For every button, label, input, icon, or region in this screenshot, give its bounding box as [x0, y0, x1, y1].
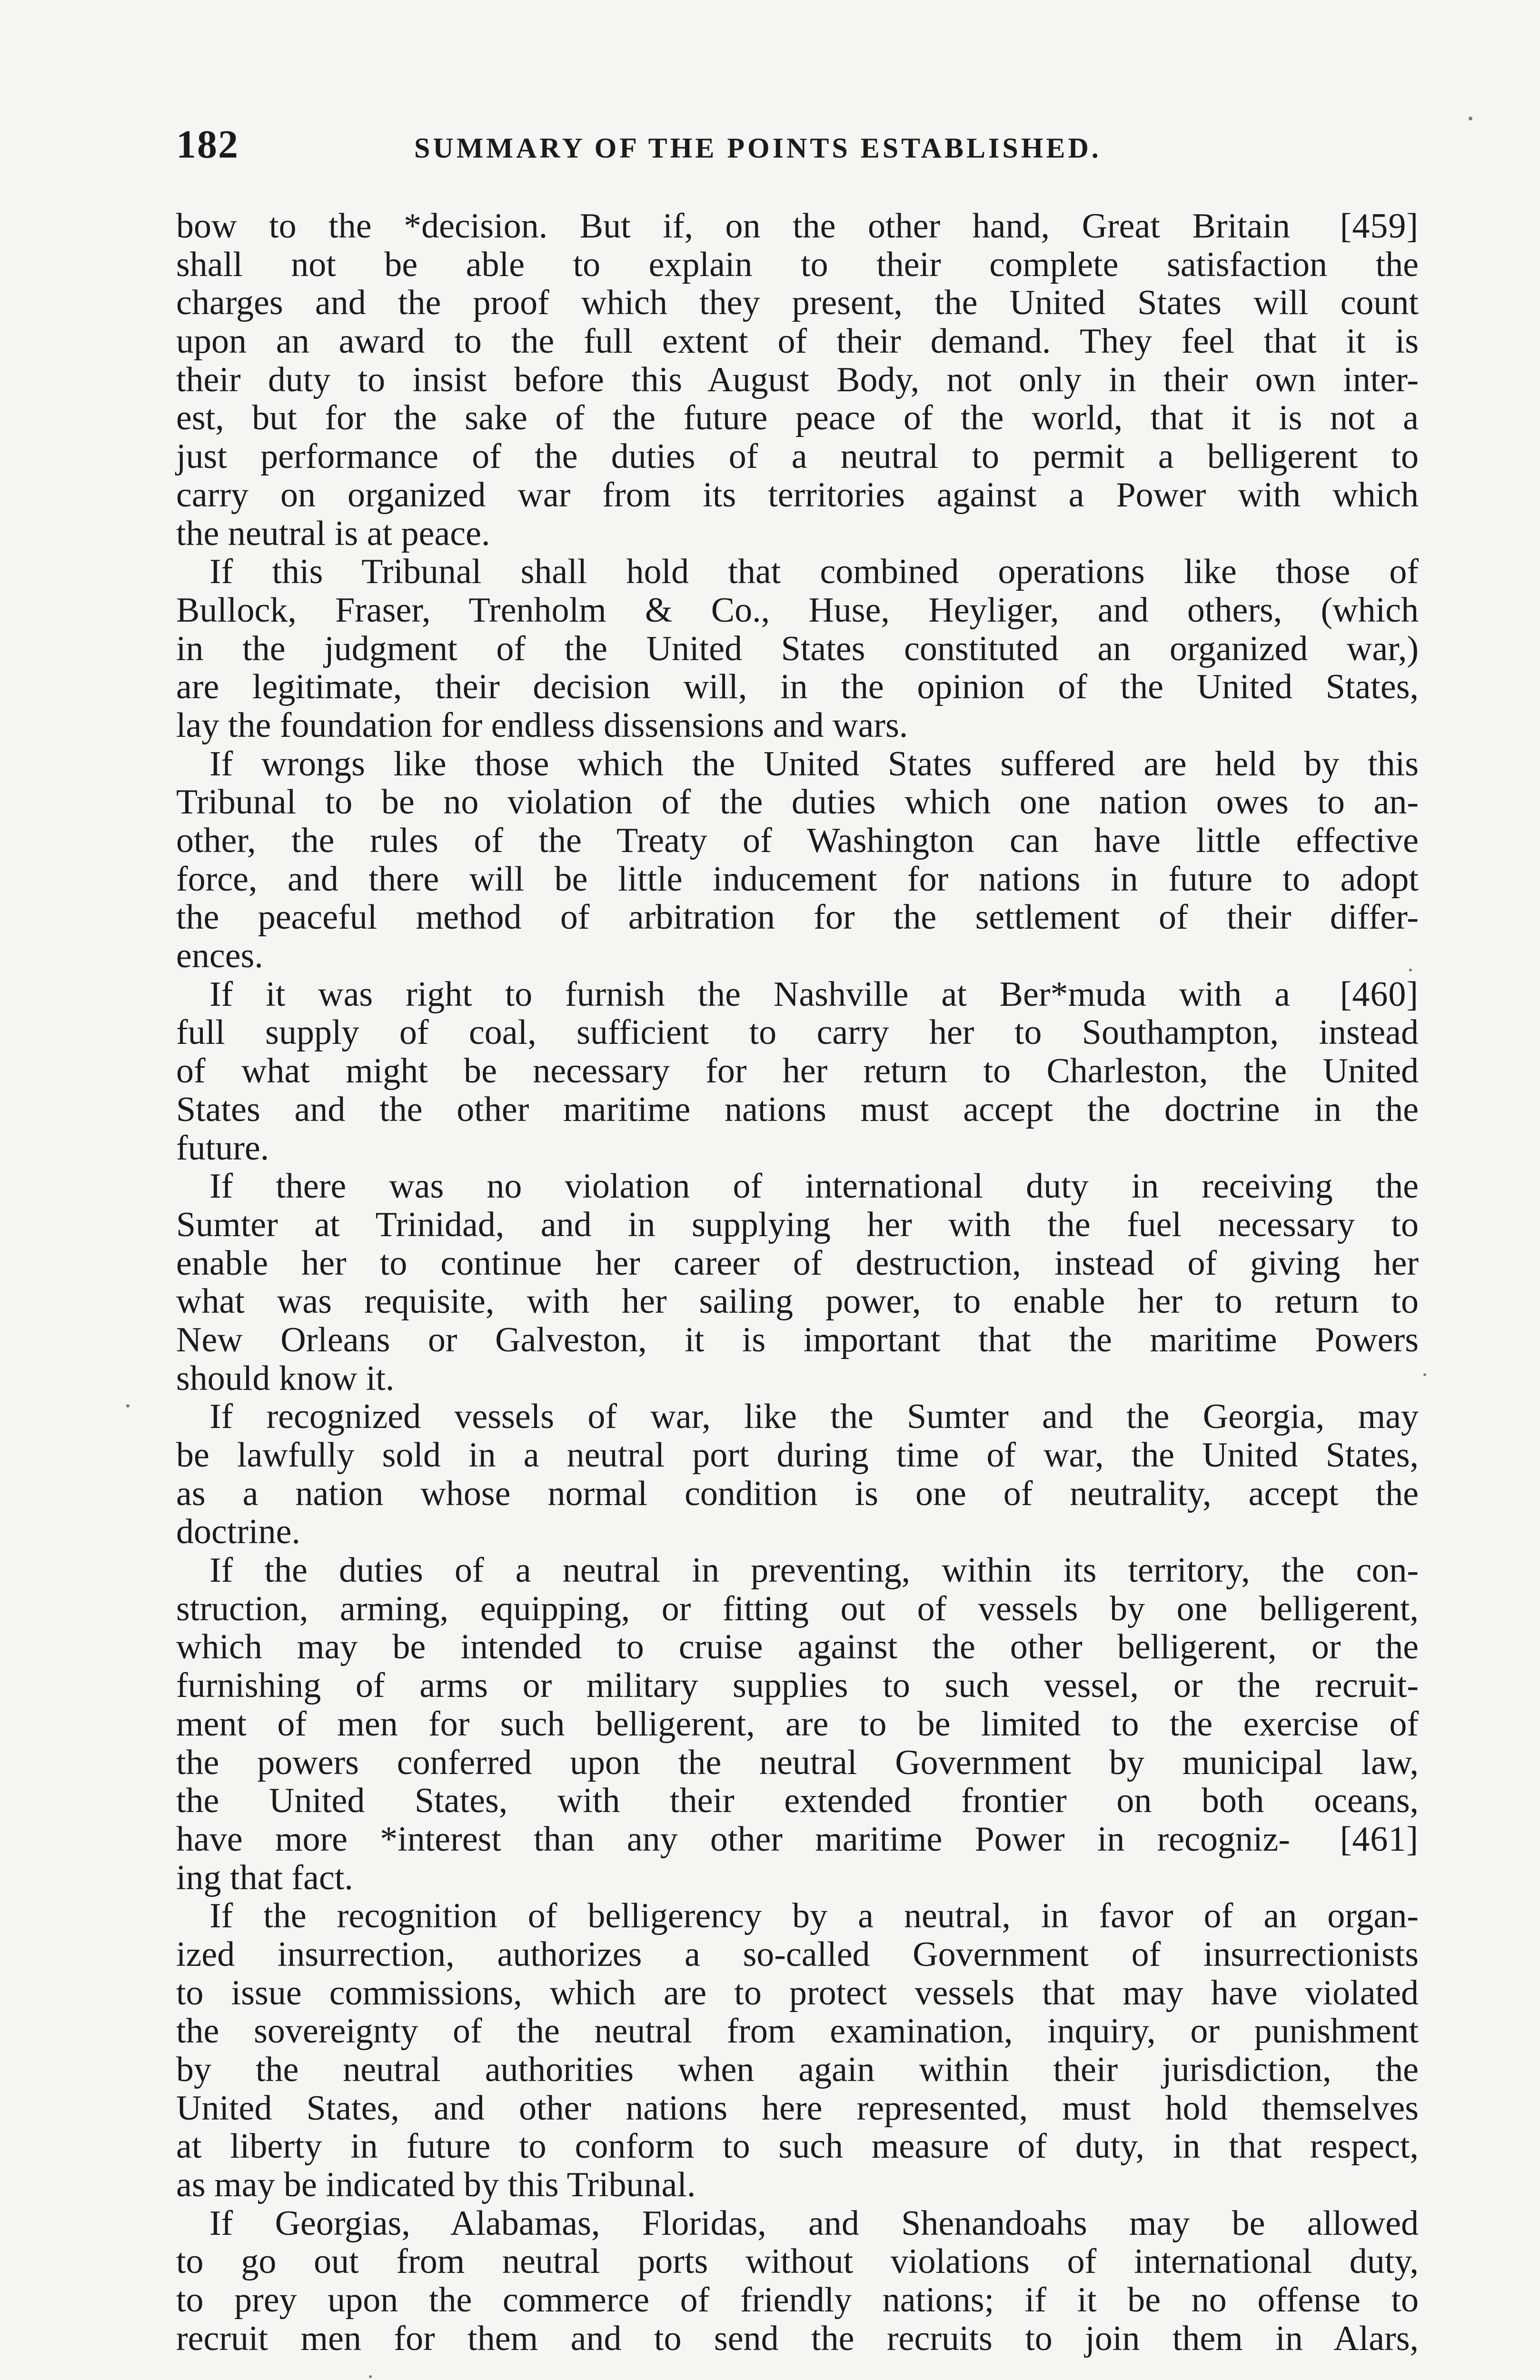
text-line	[176, 1666, 1419, 1705]
text-line-content: their duty to insist before this August Body, not only in their own inter-	[176, 360, 1419, 399]
running-head: SUMMARY OF THE POINTS ESTABLISHED.	[414, 132, 1102, 164]
text-line	[176, 2281, 1419, 2320]
text-line-content: charges and the proof which they present, the United States will count	[176, 283, 1419, 323]
text-line-content: to go out from neutral ports without violations of international duty,	[176, 2242, 1419, 2281]
text-line-content: struction, arming, equipping, or fitting out of vessels by one belligerent,	[176, 1589, 1419, 1628]
text-line-content: the powers conferred upon the neutral Government by municipal law,	[176, 1743, 1419, 1782]
text-line-content: to issue commissions, which are to protect vessels that may have violated	[176, 1973, 1419, 2013]
text-line-content: Tribunal to be no violation of the duties which one nation owes to an-	[176, 783, 1419, 822]
scan-speck	[1423, 1373, 1426, 1376]
text-line-content: as a nation whose normal condition is one of neutrality, accept the	[176, 1474, 1419, 1513]
text-line	[176, 1628, 1419, 1666]
text-line-content: what was requisite, with her sailing power, to enable her to return to	[176, 1282, 1419, 1321]
text-line	[176, 2166, 1419, 2204]
text-line	[176, 1091, 1419, 1129]
text-line	[176, 399, 1419, 437]
text-line-content: have more *interest than any other maritime Power in recogniz-	[176, 1819, 1290, 1859]
text-line	[176, 2127, 1419, 2166]
text-line-content: are legitimate, their decision will, in the opinion of the United States,	[176, 667, 1419, 707]
scan-speck	[126, 1404, 129, 1408]
text-line-content: other, the rules of the Treaty of Washington can have little effective	[176, 821, 1419, 860]
text-line	[176, 1475, 1419, 1513]
text-line	[176, 1590, 1419, 1628]
text-line-content: full supply of coal, sufficient to carry her to Southampton, instead	[176, 1013, 1419, 1052]
text-line-content: future.	[176, 1128, 269, 1168]
text-line	[176, 898, 1419, 937]
scan-speck	[369, 2375, 372, 2378]
text-line-content: If this Tribunal shall hold that combined operations like those of	[209, 552, 1419, 592]
text-line	[176, 437, 1419, 476]
text-line	[176, 1013, 1419, 1052]
text-line	[176, 1052, 1419, 1091]
text-line-content: shall not be able to explain to their complete satisfaction the	[176, 245, 1419, 284]
text-line	[176, 476, 1419, 515]
text-line	[176, 783, 1419, 822]
text-line-content: If there was no violation of international duty in receiving the	[209, 1167, 1419, 1206]
text-line	[176, 1436, 1419, 1475]
text-line-content: the peaceful method of arbitration for the settlement of their differ-	[176, 898, 1419, 937]
text-line-content: just performance of the duties of a neutral to permit a belligerent to	[176, 437, 1419, 476]
text-line-content: furnishing of arms or military supplies to such vessel, or the recruit-	[176, 1666, 1419, 1706]
marginal-page-reference: [459]	[1340, 207, 1419, 246]
text-line	[176, 1206, 1419, 1244]
text-line-content: the United States, with their extended frontier on both oceans,	[176, 1781, 1419, 1821]
text-line-content: If Georgias, Alabamas, Floridas, and Shenandoahs may be allowed	[209, 2203, 1419, 2243]
text-line-content: the neutral is at peace.	[176, 514, 490, 553]
text-line-content: ized insurrection, authorizes a so-called Government of insurrectionists	[176, 1934, 1419, 1974]
text-line-content: doctrine.	[176, 1512, 300, 1552]
text-line-content: ences.	[176, 936, 263, 976]
text-line	[176, 2012, 1419, 2051]
text-line	[176, 822, 1419, 860]
text-line-content: Sumter at Trinidad, and in supplying her with the fuel necessary to	[176, 1205, 1419, 1244]
text-line	[176, 1551, 1419, 1590]
text-line-content: bow to the *decision. But if, on the other hand, Great Britain	[176, 207, 1290, 246]
text-line-content: New Orleans or Galveston, it is important that the maritime Powers	[176, 1320, 1419, 1359]
text-line-content: If the duties of a neutral in preventing, within its territory, the con-	[209, 1551, 1419, 1590]
text-line	[176, 668, 1419, 706]
text-line	[176, 1935, 1419, 1974]
body-text	[176, 207, 1419, 2358]
text-line	[176, 207, 1419, 246]
text-line	[176, 975, 1419, 1014]
text-line	[176, 937, 1419, 975]
text-line-content: States and the other maritime nations must accept the doctrine in the	[176, 1090, 1419, 1129]
text-line	[176, 591, 1419, 630]
text-line	[176, 322, 1419, 361]
text-line-content: est, but for the sake of the future peace of the world, that it is not a	[176, 398, 1419, 438]
text-line-content: If the recognition of belligerency by a neutral, in favor of an organ-	[209, 1896, 1419, 1936]
text-line-content: in the judgment of the United States constituted an organized war,)	[176, 629, 1419, 668]
text-line-content: force, and there will be little inducement for nations in future to adopt	[176, 859, 1419, 899]
text-line	[176, 1359, 1419, 1398]
text-line-content: If it was right to furnish the Nashville at Ber*muda with a	[209, 974, 1290, 1014]
text-line	[176, 1513, 1419, 1551]
text-line-content: of what might be necessary for her return to Charleston, the United	[176, 1051, 1419, 1091]
text-line-content: as may be indicated by this Tribunal.	[176, 2165, 696, 2205]
text-line	[176, 2242, 1419, 2281]
text-line-content: If recognized vessels of war, like the Sumter and the Georgia, may	[209, 1397, 1419, 1437]
text-line	[176, 2204, 1419, 2243]
text-line	[176, 745, 1419, 783]
text-line-content: to prey upon the commerce of friendly nations; if it be no offense to	[176, 2281, 1419, 2320]
text-line-content: which may be intended to cruise against the other belligerent, or the	[176, 1627, 1419, 1667]
scan-speck	[1409, 969, 1412, 972]
text-line-content: enable her to continue her career of destruction, instead of giving her	[176, 1243, 1419, 1283]
text-line	[176, 1782, 1419, 1820]
page-number: 182	[176, 122, 239, 167]
text-line	[176, 246, 1419, 284]
marginal-page-reference: [461]	[1340, 1819, 1419, 1859]
text-line-content: ing that fact.	[176, 1858, 353, 1897]
text-line-content: recruit men for them and to send the recruits to join them in Alars,	[176, 2319, 1419, 2358]
text-line	[176, 2051, 1419, 2089]
text-line	[176, 1705, 1419, 1744]
text-line	[176, 1321, 1419, 1359]
marginal-page-reference: [460]	[1340, 974, 1419, 1014]
text-line	[176, 1244, 1419, 1283]
text-line	[176, 284, 1419, 322]
text-line	[176, 553, 1419, 591]
text-line	[176, 515, 1419, 553]
text-line-content: carry on organized war from its territories against a Power with which	[176, 475, 1419, 515]
text-line-content: the sovereignty of the neutral from examination, inquiry, or punishment	[176, 2012, 1419, 2051]
text-line	[176, 860, 1419, 899]
text-line-content: upon an award to the full extent of their demand. They feel that it is	[176, 322, 1419, 361]
text-line-content: United States, and other nations here represented, must hold themselves	[176, 2088, 1419, 2128]
text-line	[176, 630, 1419, 668]
text-line-content: lay the foundation for endless dissensions and wars.	[176, 705, 908, 745]
text-line-content: Bullock, Fraser, Trenholm & Co., Huse, Heyliger, and others, (which	[176, 590, 1419, 630]
text-line-content: by the neutral authorities when again within their jurisdiction, the	[176, 2050, 1419, 2089]
text-line-content: If wrongs like those which the United States suffered are held by this	[209, 744, 1419, 783]
text-line	[176, 1897, 1419, 1935]
text-line-content: should know it.	[176, 1359, 395, 1398]
text-line	[176, 1974, 1419, 2013]
text-line	[176, 1398, 1419, 1436]
text-line	[176, 2089, 1419, 2128]
text-line	[176, 1129, 1419, 1168]
text-line-content: at liberty in future to conform to such measure of duty, in that respect,	[176, 2127, 1419, 2166]
text-line	[176, 2320, 1419, 2358]
text-line-content: be lawfully sold in a neutral port during time of war, the United States,	[176, 1436, 1419, 1475]
text-line	[176, 1167, 1419, 1206]
text-line	[176, 706, 1419, 745]
text-line-content: ment of men for such belligerent, are to be limited to the exercise of	[176, 1704, 1419, 1744]
page-header	[176, 121, 1404, 174]
text-line	[176, 1282, 1419, 1321]
text-line	[176, 361, 1419, 399]
text-line	[176, 1859, 1419, 1897]
text-line	[176, 1744, 1419, 1782]
text-line	[176, 1820, 1419, 1859]
scan-speck	[1469, 117, 1472, 120]
